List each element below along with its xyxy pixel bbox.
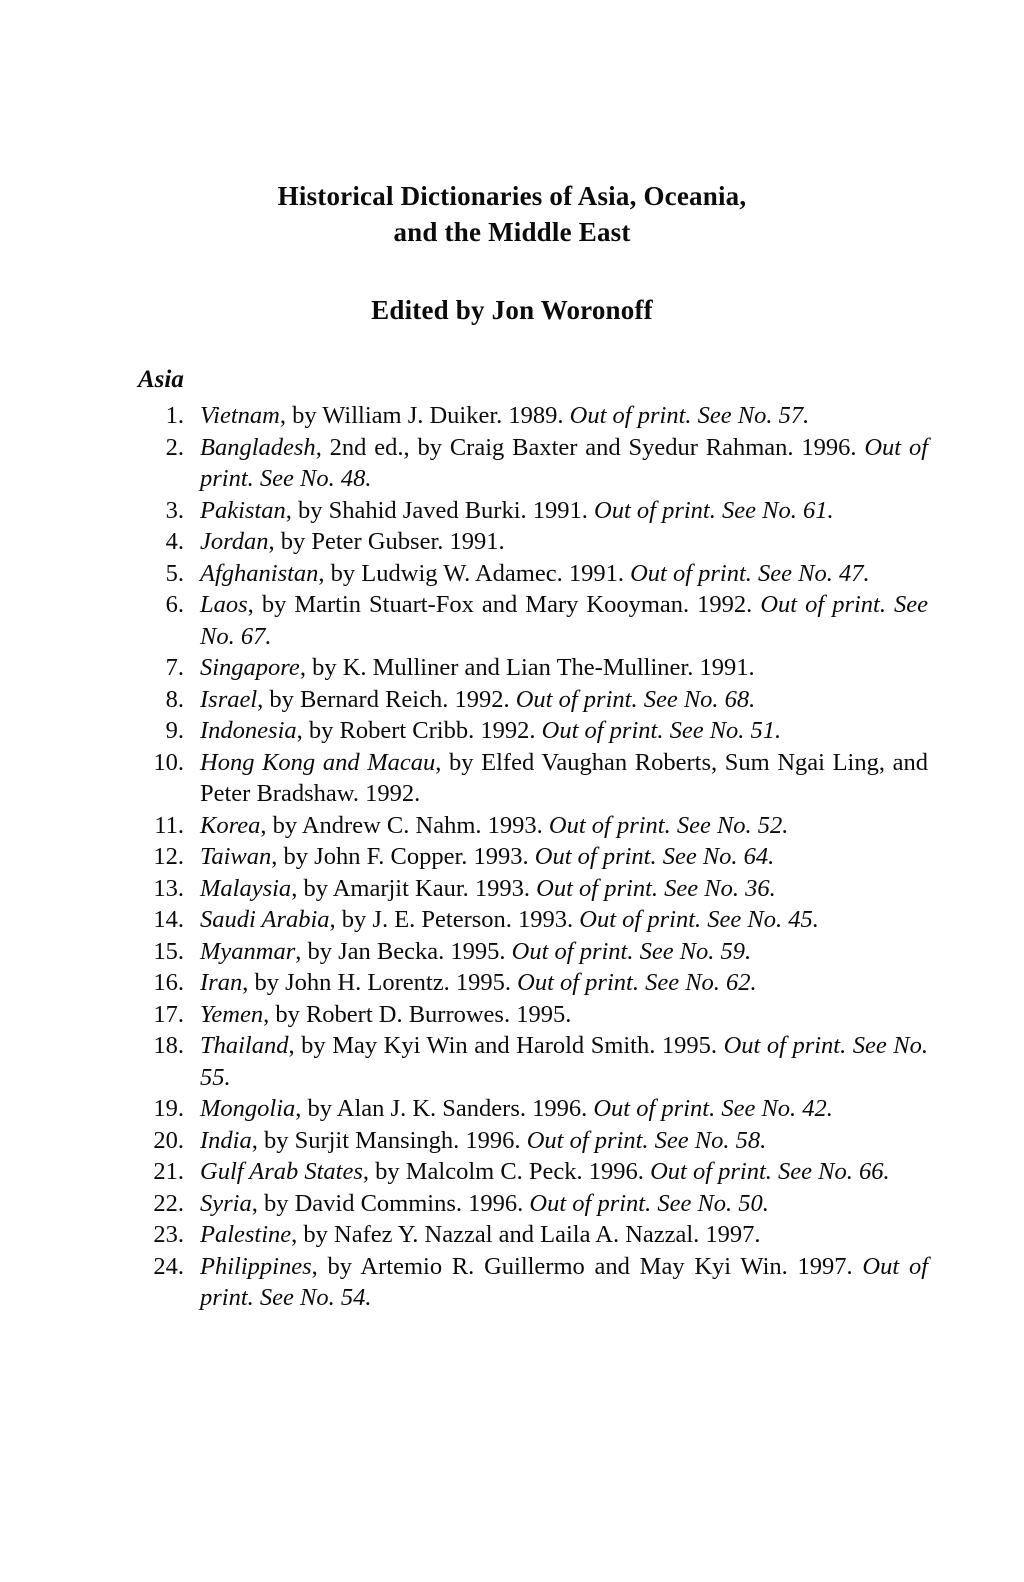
entry-status-note: Out of print. See No. 42. [593,1095,833,1122]
entry-status-note: Out of print. See No. 67. [200,591,928,650]
list-item [138,1030,928,1093]
list-item [138,1125,928,1157]
entry-body: , by Robert Cribb. 1992. [296,717,542,744]
list-item [138,684,928,716]
entry-title: Philippines [200,1252,312,1280]
entry-number: 14. [153,906,184,933]
list-item [138,652,928,684]
entry-title: Mongolia [200,1095,296,1122]
list-item [138,999,928,1031]
entry-title: Jordan [200,528,269,555]
list-item [138,1188,928,1220]
entry-body: , by Elfed Vaughan Roberts, Sum Ngai Ling, and Peter Bradshaw. 1992. [200,748,928,807]
entry-status-note: Out of print. See No. 64. [534,843,775,870]
entry-status-note: Out of print. See No. 57. [569,402,810,429]
list-item [138,526,928,558]
entry-title: Myanmar [200,937,296,965]
entry-title: Palestine [200,1221,292,1248]
entry-body: , by Malcolm C. Peck. 1996. [362,1158,651,1185]
entry-status-note: Out of print. See No. 48. [200,433,928,492]
entry-number: 9. [165,717,184,744]
entry-status-note: Out of print. See No. 68. [515,685,756,713]
entry-body: , by Ludwig W. Adamec. 1991. [318,559,631,587]
entry-status-note: Out of print. See No. 45. [579,906,819,933]
entry-body: , by May Kyi Win and Harold Smith. 1995. [288,1032,724,1059]
entry-number: 8. [165,685,184,713]
entry-title: Malaysia [200,874,292,902]
entry-title: Syria [200,1189,252,1217]
list-item [138,1251,928,1314]
entry-status-note: Out of print. See No. 66. [650,1158,890,1185]
entry-number: 5. [165,559,184,587]
entry-number: 23. [153,1221,184,1248]
entry-body: , by Robert D. Burrowes. 1995. [263,1000,572,1028]
entry-number: 24. [153,1252,184,1280]
entry-body: , by K. Mulliner and Lian The-Mulliner. 1991. [299,654,755,681]
entry-body: , by Jan Becka. 1995. [295,937,512,965]
list-item [138,841,928,873]
entry-body: , by David Commins. 1996. [251,1189,530,1217]
entry-title: Korea [200,811,261,839]
entry-number: 17. [153,1000,184,1028]
entry-status-note: Out of print. See No. 59. [511,937,752,965]
list-item [138,904,928,936]
entry-number: 3. [165,496,184,524]
entry-number: 20. [153,1126,184,1154]
list-item [138,967,928,999]
entry-status-note: Out of print. See No. 62. [517,969,757,996]
list-item [138,747,928,810]
entry-body: , by Shahid Javed Burki. 1991. [285,496,595,524]
entry-number: 18. [153,1032,184,1059]
entry-title: Saudi Arabia [200,906,330,933]
list-item [138,810,928,842]
entry-title: Hong Kong and Macau [200,748,436,776]
entry-body: , 2nd ed., by Craig Baxter and Syedur Rahman. 1996. [315,433,865,461]
list-item [138,936,928,968]
entry-body: , by Nafez Y. Nazzal and Laila A. Nazzal. 1997. [291,1221,761,1248]
entry-title: Iran [200,969,243,996]
entry-number: 15. [153,937,184,965]
list-item [138,558,928,590]
list-item [138,400,928,432]
entry-status-note: Out of print. See No. 50. [529,1189,769,1217]
entry-body: , by Andrew C. Nahm. 1993. [260,811,549,839]
entry-body: , by Amarjit Kaur. 1993. [291,874,537,902]
entry-status-note: Out of print. See No. 54. [200,1252,928,1311]
entry-number: 11. [154,811,184,839]
entry-status-note: Out of print. See No. 51. [541,717,782,744]
entry-body: , by Peter Gubser. 1991. [268,528,505,555]
entry-status-note: Out of print. See No. 55. [200,1032,928,1091]
list-item [138,495,928,527]
list-item [138,715,928,747]
entry-number: 19. [153,1095,184,1122]
entry-title: Singapore [200,654,300,681]
entry-title: Israel [200,685,258,713]
title-line-1: Historical Dictionaries of Asia, Oceania, [277,181,747,211]
list-item [138,1156,928,1188]
entry-title: Indonesia [200,717,297,744]
entry-number: 4. [165,528,184,555]
entry-title: Bangladesh [200,433,316,461]
entry-title: Yemen [200,1000,264,1028]
list-item [138,1219,928,1251]
entry-body: , by William J. Duiker. 1989. [279,402,570,429]
entry-number: 13. [153,874,184,902]
entry-body: , by Alan J. K. Sanders. 1996. [295,1095,594,1122]
entry-title: Pakistan [200,496,286,524]
entry-number: 16. [153,969,184,996]
entry-status-note: Out of print. See No. 52. [548,811,789,839]
entry-title: Vietnam [200,402,280,429]
entry-body: , by J. E. Peterson. 1993. [329,906,580,933]
entry-title: Gulf Arab States [200,1158,363,1185]
entry-title: India [200,1126,252,1154]
entry-body: , by Artemio R. Guillermo and May Kyi Win. 1997. [311,1252,863,1280]
entry-title: Afghanistan [200,559,319,587]
entry-number: 2. [165,433,184,461]
list-item [138,589,928,652]
page-title [0,178,1024,250]
list-item [138,873,928,905]
entry-body: , by Surjit Mansingh. 1996. [251,1126,527,1154]
entry-body: , by Martin Stuart-Fox and Mary Kooyman. 1992. [247,591,761,618]
list-item [138,1093,928,1125]
entry-title: Taiwan [200,843,272,870]
title-line-2: and the Middle East [393,217,631,247]
entry-status-note: Out of print. See No. 61. [594,496,834,524]
entry-number: 6. [165,591,184,618]
entry-title: Laos [200,591,248,618]
entry-number: 22. [153,1189,184,1217]
entry-number: 12. [153,843,184,870]
entry-body: , by John H. Lorentz. 1995. [242,969,518,996]
entry-number: 1. [165,402,184,429]
dictionary-entry-list [138,400,928,1314]
entry-body: , by Bernard Reich. 1992. [257,685,516,713]
entry-body: , by John F. Copper. 1993. [271,843,535,870]
entry-title: Thailand [200,1032,289,1059]
editor-credit: Edited by Jon Woronoff [371,295,653,325]
list-item [138,432,928,495]
entry-status-note: Out of print. See No. 47. [630,559,870,587]
entry-number: 10. [153,748,184,776]
entry-number: 21. [153,1158,184,1185]
section-heading-asia: Asia [138,366,184,393]
entry-status-note: Out of print. See No. 58. [526,1126,767,1154]
entry-status-note: Out of print. See No. 36. [536,874,776,902]
entry-number: 7. [165,654,184,681]
